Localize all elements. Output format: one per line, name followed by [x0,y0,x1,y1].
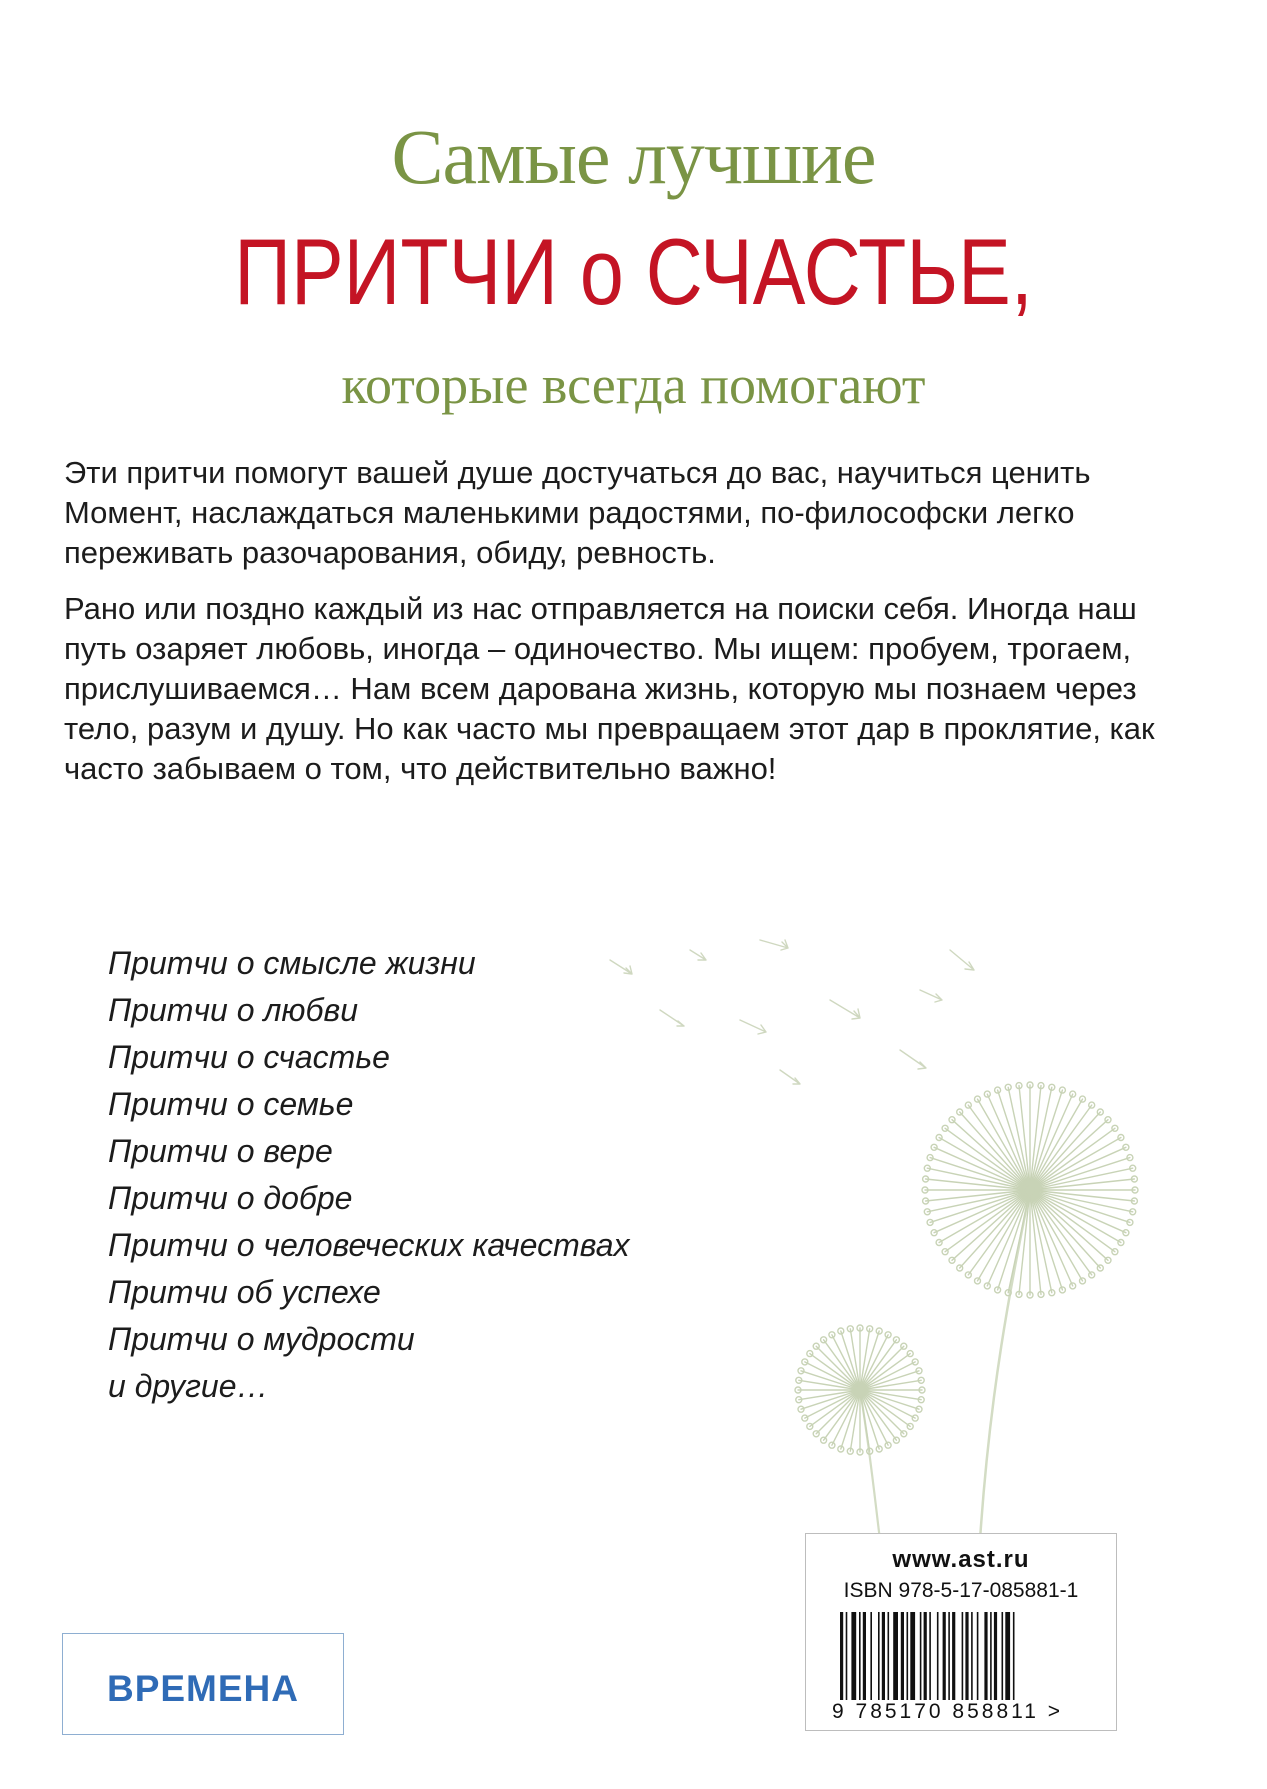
topic-item: Притчи о добре [108,1180,353,1216]
isbn-text: ISBN 978-5-17-085881-1 [843,1579,1079,1602]
title-line-1: Самые лучшие [391,113,876,200]
topic-item: Притчи о мудрости [108,1321,415,1357]
publisher-logo [62,1633,344,1735]
barcode-panel [805,1533,1117,1731]
intro-paragraph-1: Эти притчи помогут вашей душе достучаться до вас, научиться ценить Момент, наслаждаться маленькими радостями, по-философски легко переживать разочарования, обиду, ревность. [64,455,1091,570]
publisher-url: www.ast.ru [892,1546,1030,1573]
barcode-digits: 9 785170 858811 > [832,1700,1064,1723]
publisher-logo-text: ВРЕМЕНА [106,1668,300,1709]
title-line-3: которые всегда помогают [341,355,926,415]
topic-item: Притчи об успехе [108,1274,381,1310]
topic-item: Притчи о семье [108,1086,354,1122]
topics-list [108,940,630,1410]
topic-item: Притчи о любви [108,992,358,1028]
barcode-icon [840,1612,1080,1702]
topic-item: и другие… [108,1368,269,1404]
title-line-2: ПРИТЧИ о СЧАСТЬЕ, [234,219,1033,324]
topic-item: Притчи о смысле жизни [108,945,476,981]
topic-item: Притчи о человеческих качествах [108,1227,630,1263]
topic-item: Притчи о счастье [108,1039,390,1075]
intro-paragraph-2: Рано или поздно каждый из нас отправляется на поиски себя. Иногда наш путь озаряет любовь, иногда – одиночество. Мы ищем: пробуем, трогаем, прислушиваемся… Нам всем дарована жизнь, которую мы познаем через тело, разум и душу. Но как часто мы превращаем этот дар в проклятие, как часто забываем о том, что действительно важно! [64,591,1155,786]
topic-item: Притчи о вере [108,1133,333,1169]
dandelion-illustration [590,930,1230,1550]
intro-text [64,453,1204,805]
